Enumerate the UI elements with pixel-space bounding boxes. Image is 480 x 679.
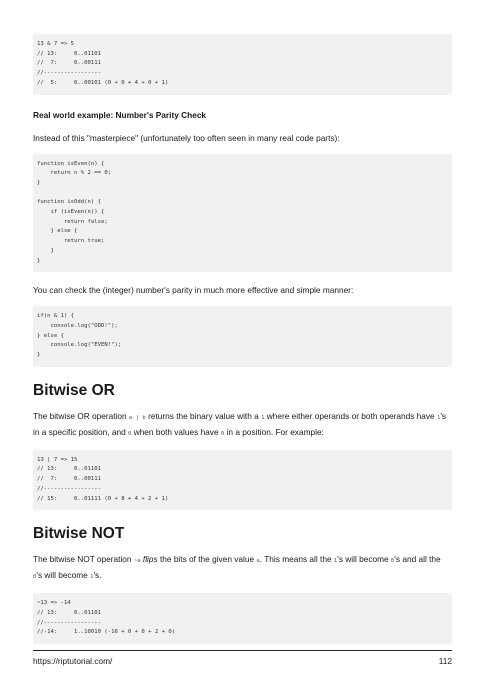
code-block-not-example: ~13 => -14 // 13: 0..01101 //----------------- //-14: 1..10010 (-16 + 0 + 0 + 2 + 0) [33,593,452,644]
bitwise-not-paragraph: The bitwise NOT operation ~a flips the bits of the given value a. This means all the 1's will become 0's and all the 0's will become 1's. [33,554,441,581]
inline-code: 0 [128,430,132,437]
inline-code: 1 [333,558,338,565]
inline-code: a [256,558,260,565]
inline-code: 1 [90,574,94,581]
parity-better-text: You can check the (integer) number's parity in much more effective and simple manner: [33,285,354,296]
inline-code: 1 [436,414,441,421]
page-number: 112 [438,656,452,666]
inline-code: 0 [390,558,395,565]
bitwise-not-heading: Bitwise NOT [33,525,125,543]
code-block-parity-bad: function isEven(n) { return n % 2 == 0; } function isOdd(n) { if (isEven(n)) { return false; } else { return true; } } [33,154,452,273]
parity-intro-text: Instead of this "masterpiece" (unfortunately too often seen in many real code parts): [33,132,340,143]
inline-code: 0 [33,574,37,581]
bitwise-or-paragraph: The bitwise OR operation a | b returns the binary value with a 1 where either operands or both operands have 1's in a specific position, and 0 when both values have 0 in a position. For example: [33,410,447,437]
inline-code: 0 [220,430,225,437]
parity-heading: Real world example: Number's Parity Check [33,109,207,120]
bitwise-or-heading: Bitwise OR [33,381,115,399]
code-block-parity-good: if(n & 1) { console.log("ODD!"); } else { console.log("EVEN!"); } [33,306,452,367]
code-block-or-example: 13 | 7 => 15 // 13: 0..01101 // 7: 0..00111 //----------------- // 15: 0..01111 (0 + 8 + 4 + 2 + 1) [33,450,452,511]
code-block-and-example: 13 & 7 => 5 // 13: 0..01101 // 7: 0..00111 //----------------- // 5: 0..00101 (0 + 0 + 4 + 0 + 1) [33,34,452,95]
page-content [33,34,452,644]
inline-code: a | b [128,414,146,421]
inline-code: ~a [133,558,141,565]
page-footer [33,650,452,666]
inline-code: 1 [261,414,265,421]
footer-url-link[interactable]: https://riptutorial.com/ [33,656,113,666]
